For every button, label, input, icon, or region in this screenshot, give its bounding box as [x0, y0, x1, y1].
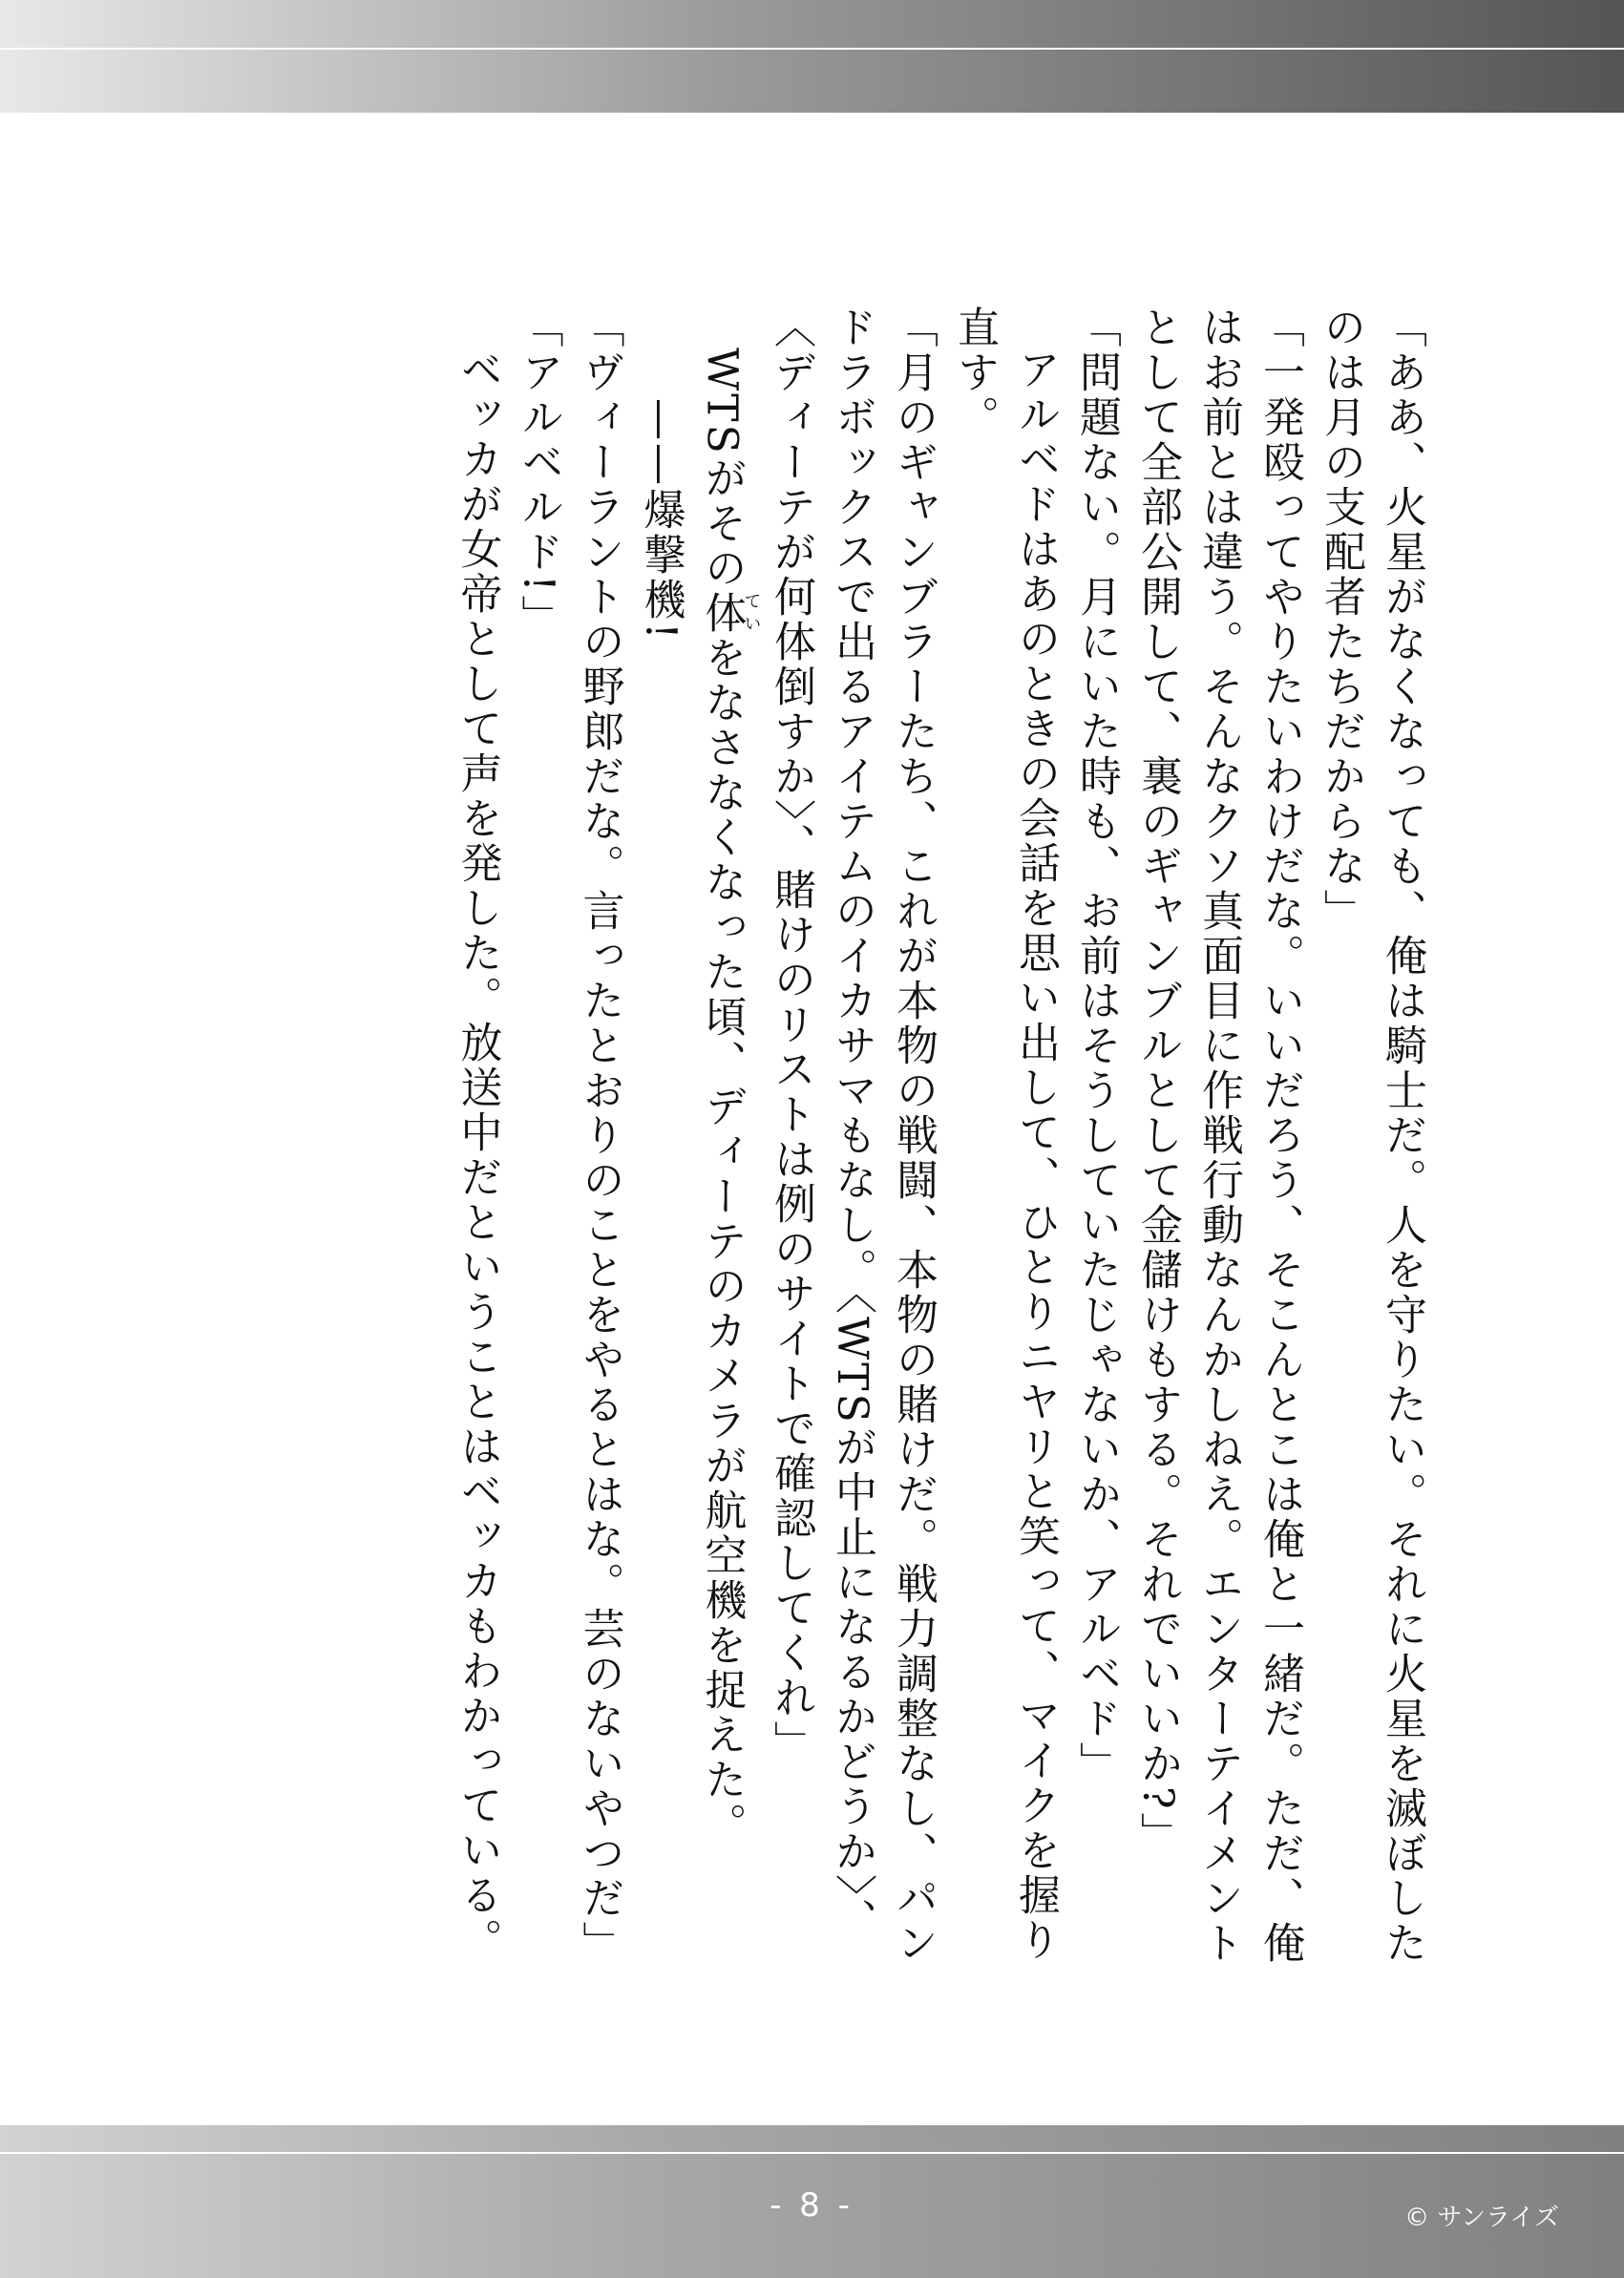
paragraph-8: 「ヴィーラントの野郎だな。言ったとおりのことをやるとはな。芸のないやつだ」: [575, 306, 624, 1966]
ruby-reading: てい: [741, 590, 762, 636]
paragraph-6: [691, 306, 761, 1995]
paragraph-7: ——爆撃機!: [636, 397, 685, 643]
paragraph-6-after: をなさなくなった頃、ディーテのカメラが航空機を捉えた。: [697, 635, 747, 1847]
paragraph-9: 「アルベルド!」: [514, 306, 563, 640]
footer-divider: [0, 2152, 1624, 2154]
copyright: © サンライズ: [1404, 2204, 1559, 2232]
paragraph-4: アルベドはあのときの会話を思い出して、ひとりニヤリと笑って、マイクを握り直す。: [950, 306, 1060, 1963]
paragraph-5: 「月のギャンブラーたち、これが本物の戦闘、本物の賭けだ。戦力調整なし、パンドラボックスで出るアイテムのイカサマもなし。〈WTSが中止になるかどうか〉、〈ディーテが何体倒すか〉、賭けのリストは例のサイトで確認してくれ」: [767, 306, 938, 1966]
paragraph-6-before: WTSがその: [697, 348, 747, 591]
header-band: [0, 0, 1624, 113]
page-number: - 8 -: [770, 2186, 854, 2225]
paragraph-1: 「ああ、火星がなくなっても、俺は騎士だ。人を守りたい。それに火星を滅ぼしたのは月の支配者たちだからな」: [1317, 306, 1426, 1966]
header-divider: [0, 48, 1624, 50]
paragraph-10: ベッカが女帝として声を発した。放送中だということはベッカもわかっている。: [453, 348, 502, 1963]
ruby-tei: [697, 590, 762, 636]
body-text: [191, 306, 1432, 1995]
ruby-base: 体: [697, 590, 747, 636]
paragraph-2: 「一発殴ってやりたいわけだな。いいだろう、そこんとこは俺と一緒だ。ただ、俺はお前とは違う。そんなクソ真面目に作戦行動なんかしねえ。エンターテイメントとして全部公開して、裏のギャンブルとして金儲けもする。それでいいか?」: [1133, 306, 1304, 1966]
paragraph-3: 「問題ない。月にいた時も、お前はそうしていたじゃないか、アルベド」: [1072, 306, 1121, 1786]
